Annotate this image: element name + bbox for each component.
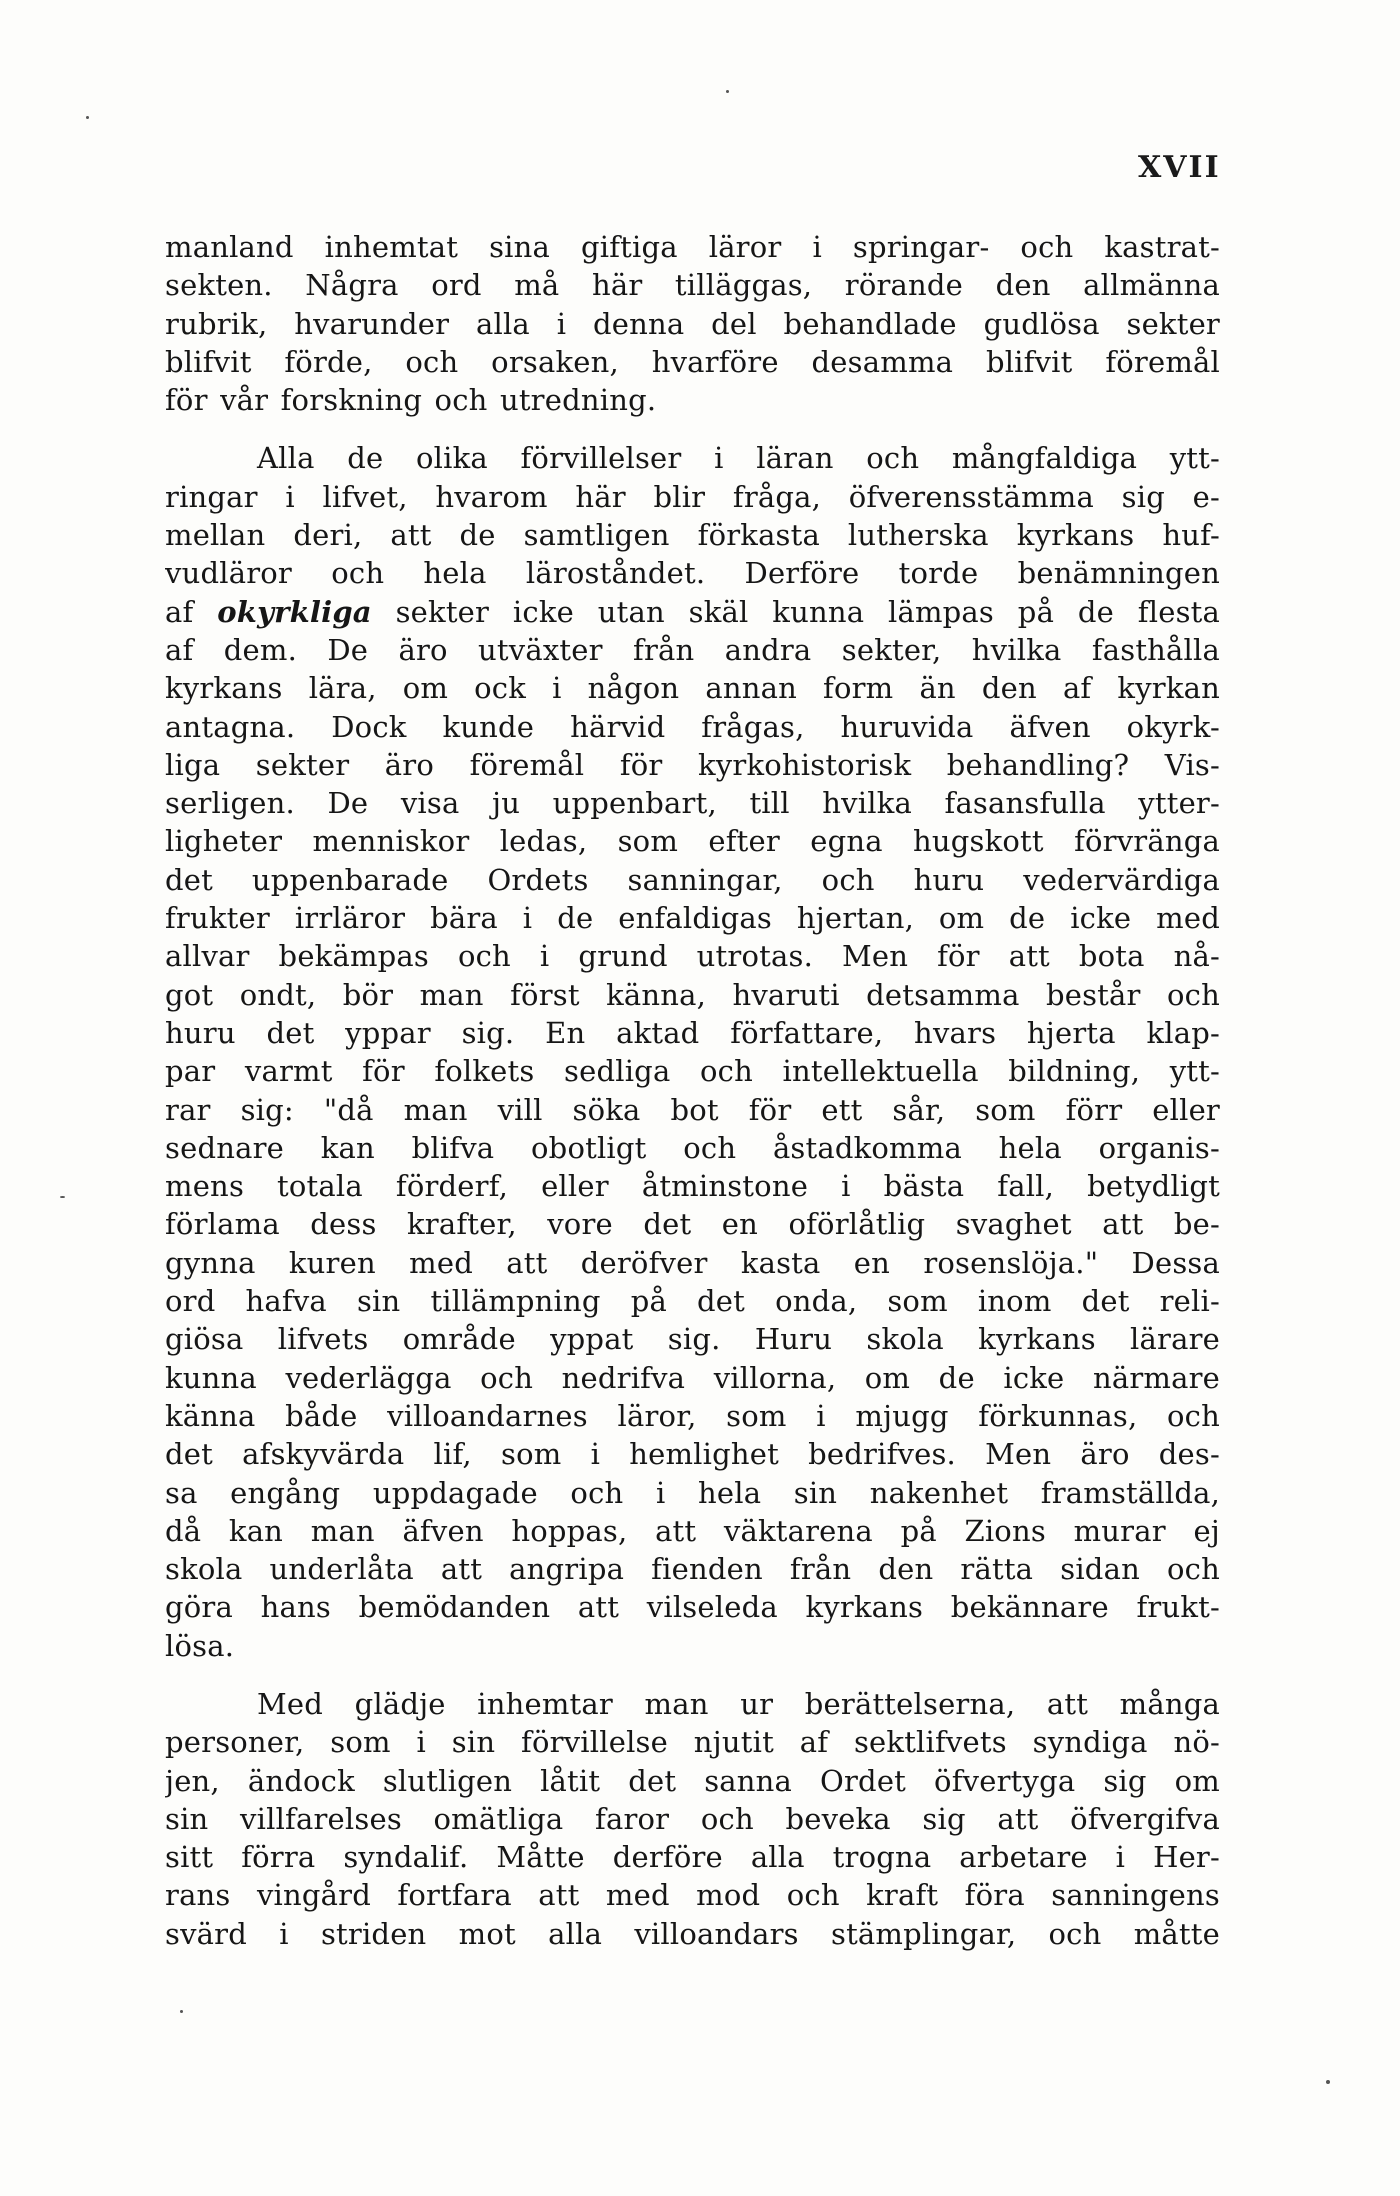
text-line: ringar i lifvet, hvarom här blir fråga, öfverensstämma sig e-: [165, 479, 1220, 514]
page-number: XVII: [1138, 150, 1221, 185]
text-line: antagna. Dock kunde härvid frågas, huruvida äfven okyrk-: [165, 709, 1220, 744]
text-line: sin villfarelses omätliga faror och beveka sig att öfvergifva: [165, 1801, 1220, 1836]
text-line: för vår forskning och utredning.: [165, 383, 657, 418]
body-text: [165, 228, 1220, 1953]
text-line: sitt förra syndalif. Måtte derföre alla trogna arbetare i Her-: [165, 1840, 1220, 1875]
text-line-with-emphasis: [165, 593, 1220, 631]
text-fragment: af: [165, 594, 218, 629]
text-line: sekten. Några ord må här tilläggas, rörande den allmänna: [165, 268, 1220, 303]
text-fragment: sekter icke utan skäl kunna lämpas på de flesta: [371, 594, 1220, 629]
print-speck: [180, 2010, 183, 2013]
text-line: svärd i striden mot alla villoandars stämplingar, och måtte: [165, 1916, 1220, 1951]
print-speck: [726, 90, 729, 93]
text-line: ligheter menniskor ledas, som efter egna hugskott förvränga: [165, 824, 1220, 859]
text-line: känna både villoandarnes läror, som i mjugg förkunnas, och: [165, 1398, 1220, 1433]
print-speck: [1326, 2080, 1330, 2084]
text-line: skola underlåta att angripa fienden från den rätta sidan och: [165, 1552, 1220, 1587]
text-line: förlama dess krafter, vore det en oförlåtlig svaghet att be-: [165, 1207, 1220, 1242]
text-line: sednare kan blifva obotligt och åstadkomma hela organis-: [165, 1130, 1220, 1165]
text-line: kyrkans lära, om ock i någon annan form än den af kyrkan: [165, 671, 1220, 706]
text-line: det uppenbarade Ordets sanningar, och huru vedervärdiga: [165, 862, 1220, 897]
text-line: af dem. De äro utväxter från andra sekter, hvilka fasthålla: [165, 632, 1220, 667]
text-line: manland inhemtat sina giftiga läror i springar- och kastrat-: [165, 230, 1220, 264]
text-line: rar sig: "då man vill söka bot för ett sår, som förr eller: [165, 1092, 1220, 1127]
paragraph-gap: [165, 1665, 1220, 1685]
paragraph-3: [165, 1685, 1220, 1953]
print-speck: [86, 116, 89, 119]
text-line: göra hans bemödanden att vilseleda kyrkans bekännare frukt-: [165, 1590, 1220, 1625]
text-line: par varmt för folkets sedliga och intellektuella bildning, ytt-: [165, 1054, 1220, 1089]
text-line: huru det yppar sig. En aktad författare, hvars hjerta klap-: [165, 1015, 1220, 1050]
text-line: Med glädje inhemtar man ur berättelserna, att många: [257, 1686, 1220, 1721]
text-line: ord hafva sin tillämpning på det onda, som inom det reli-: [165, 1284, 1220, 1319]
text-line: liga sekter äro föremål för kyrkohistorisk behandling? Vis-: [165, 747, 1220, 782]
text-line: Alla de olika förvillelser i läran och mångfaldiga ytt-: [257, 441, 1220, 476]
text-line: gynna kuren med att deröfver kasta en rosenslöja." Dessa: [165, 1245, 1220, 1280]
text-line: blifvit förde, och orsaken, hvarföre desamma blifvit föremål: [165, 344, 1220, 379]
paragraph-1: [165, 228, 1220, 419]
text-line: mellan deri, att de samtligen förkasta lutherska kyrkans huf-: [165, 518, 1220, 553]
text-line: sa engång uppdagade och i hela sin nakenhet framställda,: [165, 1475, 1220, 1510]
text-line: allvar bekämpas och i grund utrotas. Men för att bota nå-: [165, 939, 1220, 974]
text-line: då kan man äfven hoppas, att väktarena på Zions murar ej: [165, 1513, 1220, 1548]
text-line: rans vingård fortfara att med mod och kraft föra sanningens: [165, 1878, 1220, 1913]
text-line: rubrik, hvarunder alla i denna del behandlade gudlösa sekter: [165, 306, 1220, 341]
text-line: personer, som i sin förvillelse njutit af sektlifvets syndiga nö-: [165, 1725, 1220, 1760]
text-line: vudläror och hela läroståndet. Derföre torde benämningen: [165, 556, 1220, 591]
text-line: lösa.: [165, 1628, 235, 1663]
text-line: mens totala förderf, eller åtminstone i bästa fall, betydligt: [165, 1169, 1220, 1204]
paragraph-gap: [165, 419, 1220, 439]
text-line: giösa lifvets område yppat sig. Huru skola kyrkans lärare: [165, 1322, 1220, 1357]
text-line: serligen. De visa ju uppenbart, till hvilka fasansfulla ytter-: [165, 786, 1220, 821]
print-speck: [60, 1196, 65, 1198]
text-line: jen, ändock slutligen låtit det sanna Ordet öfvertyga sig om: [165, 1763, 1220, 1798]
text-line: got ondt, bör man först känna, hvaruti detsamma består och: [165, 977, 1220, 1012]
text-line: kunna vederlägga och nedrifva villorna, om de icke närmare: [165, 1360, 1220, 1395]
emphasized-word: okyrkliga: [217, 594, 372, 629]
paragraph-2: [165, 439, 1220, 1665]
text-line: det afskyvärda lif, som i hemlighet bedrifves. Men äro des-: [165, 1437, 1220, 1472]
text-line: frukter irrläror bära i de enfaldigas hjertan, om de icke med: [165, 901, 1220, 936]
